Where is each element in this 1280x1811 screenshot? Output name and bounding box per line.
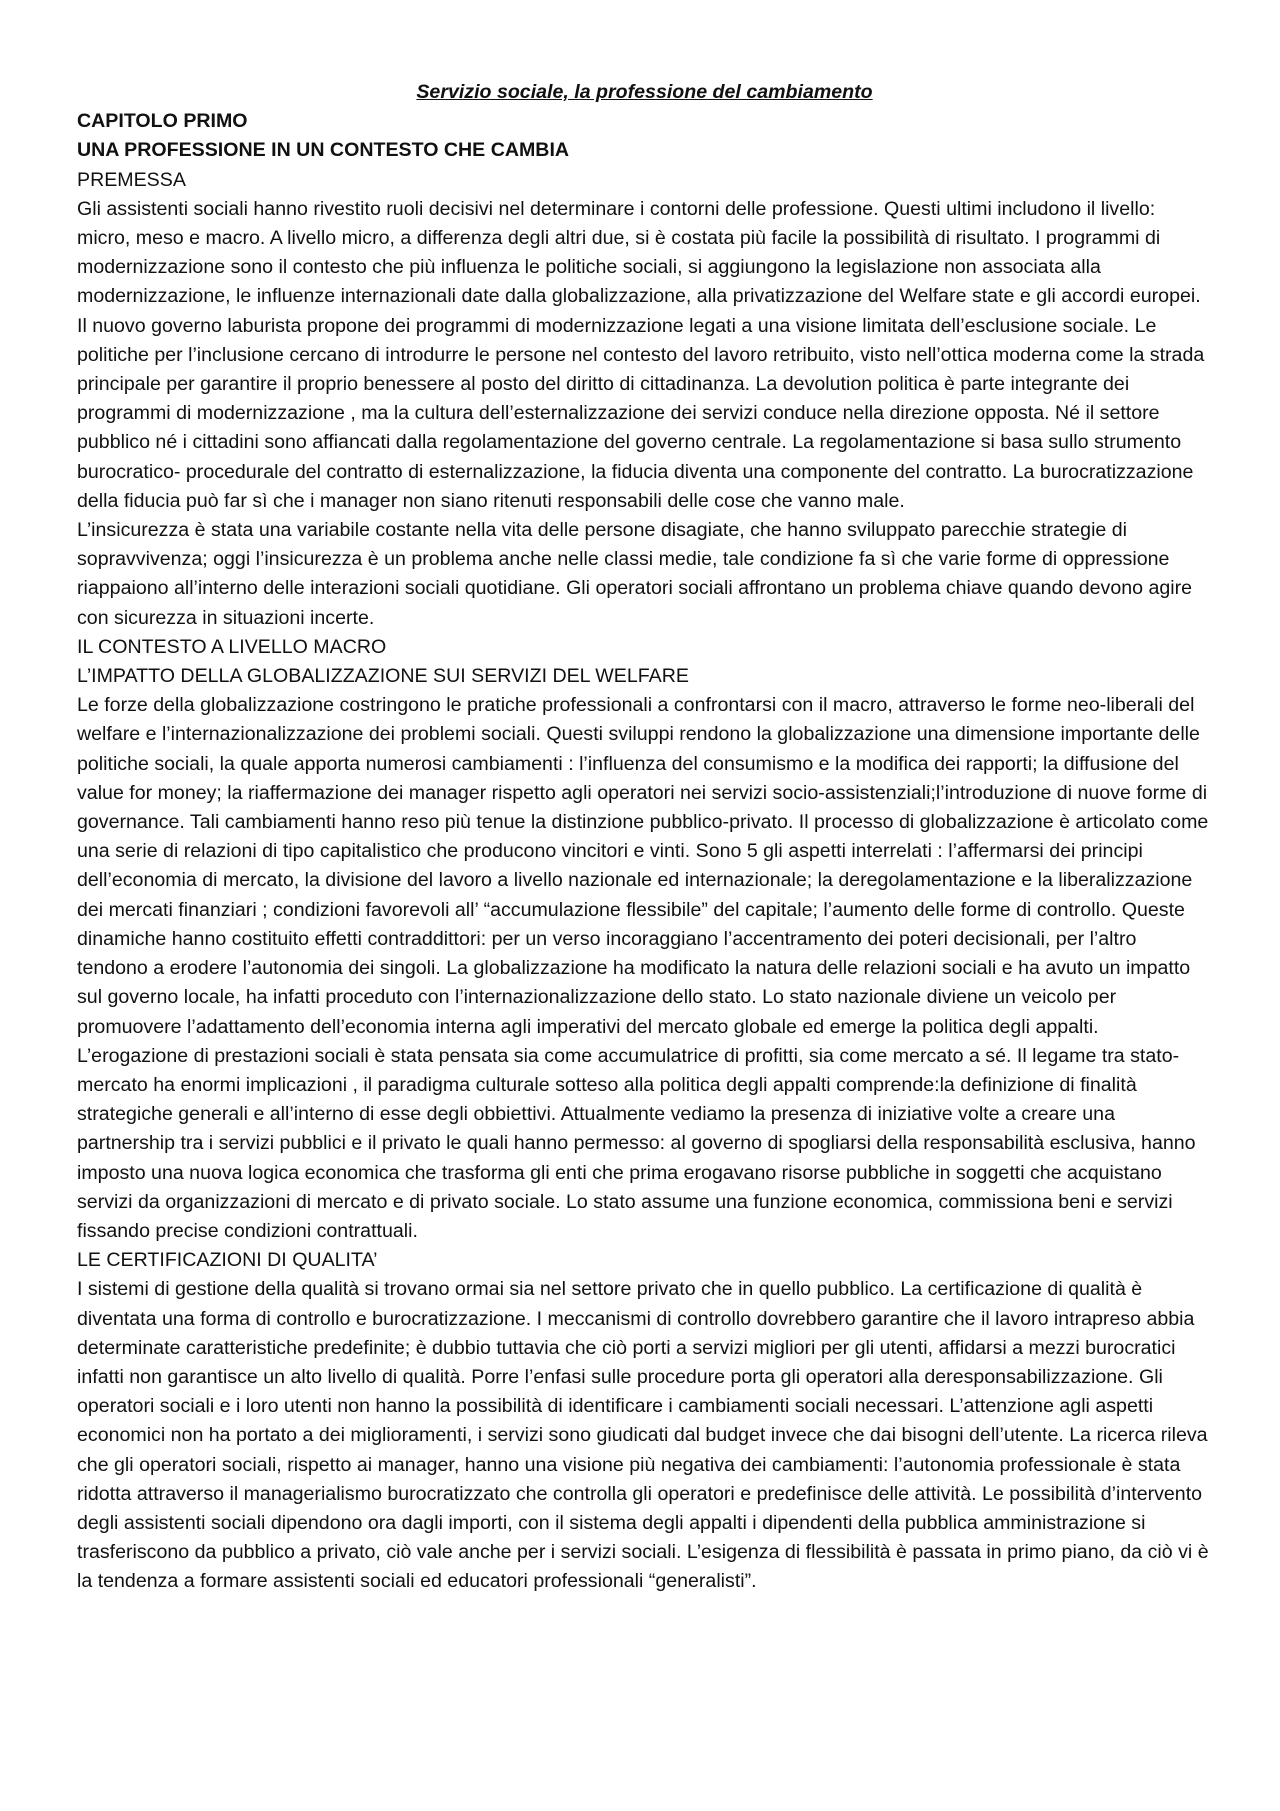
document-page [77,78,1212,1597]
chapter-label: CAPITOLO PRIMO [77,110,248,133]
section-heading-certificazioni: LE CERTIFICAZIONI DI QUALITA’ [77,1249,378,1272]
document-title: Servizio sociale, la professione del cambiamento [416,81,873,103]
chapter-title: UNA PROFESSIONE IN UN CONTESTO CHE CAMBIA [77,139,570,162]
paragraph: Le forze della globalizzazione costringono le pratiche professionali a confrontarsi con il macro, attraverso le forme neo-liberali del welfare e l’internazionalizzazione dei problemi sociali. Questi sviluppi rendono la globalizzazione una dimensione importante delle politiche sociali, la quale apporta numerosi cambiamenti : l’influenza del consumismo e la modifica dei rapporti; la diffusione del value for money; la riaffermazione dei manager rispetto agli operatori nei servizi socio-assistenziali;l’introduzione di nuove forme di governance. Tali cambiamenti hanno reso più tenue la distinzione pubblico-privato. Il processo di globalizzazione è articolato come una serie di relazioni di tipo capitalistico che producono vincitori e vinti. Sono 5 gli aspetti interrelati : l’affermarsi dei principi dell’economia di mercato, la divisione del lavoro a livello nazionale ed internazionale; la deregolamentazione e la liberalizzazione dei mercati finanziari ; condizioni favorevoli all’ “accumulazione flessibile” del capitale; l’aumento delle forme di controllo. Queste dinamiche hanno costituito effetti contraddittori: per un verso incoraggiano l’accentramento dei poteri decisionali, per l’altro tendono a erodere l’autonomia dei singoli. La globalizzazione ha modificato la natura delle relazioni sociali e ha avuto un impatto sul governo locale, ha infatti proceduto con l’internazionalizzazione dello stato. Lo stato nazionale diviene un veicolo per promuovere l’adattamento dell’economia interna agli imperativi del mercato globale ed emerge la politica degli appalti. L’erogazione di prestazioni sociali è stata pensata sia come accumulatrice di profitti, sia come mercato a sé. Il legame tra stato-mercato ha enormi implicazioni , il paradigma culturale sotteso alla politica degli appalti comprende:la definizione di finalità strategiche generali e all’interno di esse degli obbiettivi. Attualmente vediamo la presenza di iniziative volte a creare una partnership tra i servizi pubblici e il privato le quali hanno permesso: al governo di spogliarsi della responsabilità esclusiva, hanno imposto una nuova logica economica che trasforma gli enti che prima erogavano risorse pubbliche in soggetti che acquistano servizi da organizzazioni di mercato e di privato sociale. Lo stato assume una funzione economica, commissiona beni e servizi fissando precise condizioni contrattuali. [77,694,1209,1242]
section-heading-contesto-macro: IL CONTESTO A LIVELLO MACRO [77,635,387,658]
section-heading-premessa: PREMESSA [77,168,186,191]
section-heading-globalizzazione: L’IMPATTO DELLA GLOBALIZZAZIONE SUI SERVIZI DEL WELFARE [77,665,689,688]
paragraph: L’insicurezza è stata una variabile costante nella vita delle persone disagiate, che hanno sviluppato parecchie strategie di sopravvivenza; oggi l’insicurezza è un problema anche nelle classi medie, tale condizione fa sì che varie forme di oppressione riappaiono all’interno delle interazioni sociali quotidiane. Gli operatori sociali affrontano un problema chiave quando devono agire con sicurezza in situazioni incerte. [77,519,1193,629]
paragraph: I sistemi di gestione della qualità si trovano ormai sia nel settore privato che in quello pubblico. La certificazione di qualità è diventata una forma di controllo e burocratizzazione. I meccanismi di controllo dovrebbero garantire che il lavoro intrapreso abbia determinate caratteristiche predefinite; è dubbio tuttavia che ciò porti a servizi migliori per gli utenti, affidarsi a mezzi burocratici infatti non garantisce un alto livello di qualità. Porre l’enfasi sulle procedure porta gli operatori alla deresponsabilizzazione. Gli operatori sociali e i loro utenti non hanno la possibilità di identificare i cambiamenti sociali necessari. L’attenzione agli aspetti economici non ha portato a dei miglioramenti, i servizi sono giudicati dal budget invece che dai bisogni dell’utente. La ricerca rileva che gli operatori sociali, rispetto ai manager, hanno una visione più negativa dei cambiamenti: l’autonomia professionale è stata ridotta attraverso il managerialismo burocratizzato che controlla gli operatori e predefinisce delle attività. Le possibilità d’intervento degli assistenti sociali dipendono ora dagli importi, con il sistema degli appalti i dipendenti della pubblica amministrazione si trasferiscono da pubblico a privato, ciò vale anche per i servizi sociali. L’esigenza di flessibilità è passata in primo piano, da ciò vi è la tendenza a formare assistenti sociali ed educatori professionali “generalisti”. [77,1278,1209,1593]
paragraph: Gli assistenti sociali hanno rivestito ruoli decisivi nel determinare i contorni delle professione. Questi ultimi includono il livello: micro, meso e macro. A livello micro, a differenza degli altri due, si è costata più facile la possibilità di risultato. I programmi di modernizzazione sono il contesto che più influenza le politiche sociali, si aggiungono la legislazione non associata alla modernizzazione, le influenze internazionali date dalla globalizzazione, alla privatizzazione del Welfare state e gli accordi europei. Il nuovo governo laburista propone dei programmi di modernizzazione legati a una visione limitata dell’esclusione sociale. Le politiche per l’inclusione cercano di introdurre le persone nel contesto del lavoro retribuito, visto nell’ottica moderna come la strada principale per garantire il proprio benessere al posto del diritto di cittadinanza. La devolution politica è parte integrante dei programmi di modernizzazione , ma la cultura dell’esternalizzazione dei servizi conduce nella direzione opposta. Né il settore pubblico né i cittadini sono affiancati dalla regolamentazione del governo centrale. La regolamentazione si basa sullo strumento burocratico- procedurale del contratto di esternalizzazione, la fiducia diventa una componente del contratto. La burocratizzazione della fiducia può far sì che i manager non siano ritenuti responsabili delle cose che vanno male. [77,197,1205,512]
